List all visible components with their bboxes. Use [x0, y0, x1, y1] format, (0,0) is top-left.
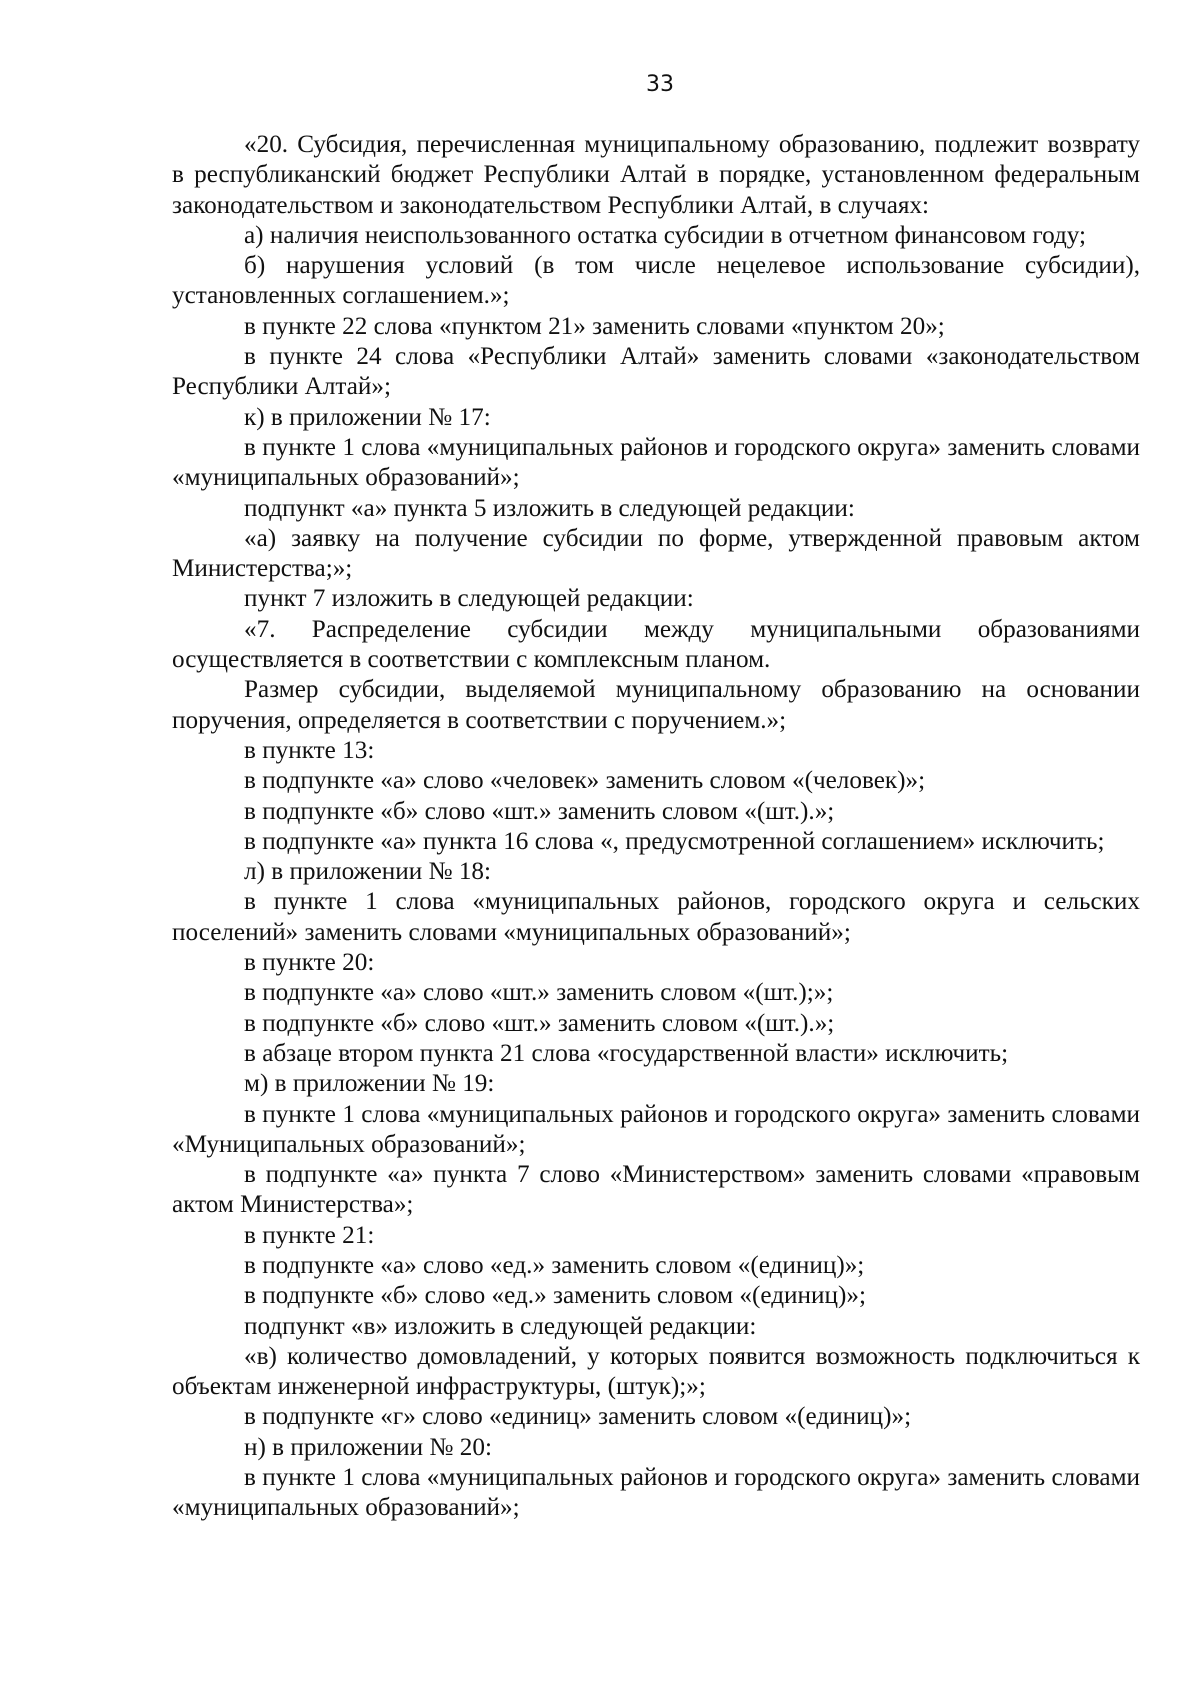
paragraph: м) в приложении № 19: — [244, 1070, 495, 1098]
paragraph: в пункте 20: — [244, 949, 375, 977]
paragraph: в подпункте «б» слово «ед.» заменить словом «(единиц)»; — [244, 1282, 866, 1310]
paragraph: в пункте 21: — [244, 1221, 375, 1249]
document-body — [172, 130, 1140, 1524]
paragraph: подпункт «в» изложить в следующей редакции: — [244, 1312, 757, 1340]
paragraph: «а) заявку на получение субсидии по форме, утвержденной правовым актом Министерства;»; — [172, 524, 1140, 583]
paragraph: в пункте 1 слова «муниципальных районов, городского округа и сельских поселений» заменить словами «муниципальных образований»; — [172, 888, 1140, 946]
paragraph: в пункте 1 слова «муниципальных районов и городского округа» заменить словами «муниципальных образований»; — [172, 433, 1140, 492]
paragraph: б) нарушения условий (в том числе нецелевое использование субсидии), установленных соглашением.»; — [172, 252, 1140, 310]
paragraph: в абзаце втором пункта 21 слова «государственной власти» исключить; — [244, 1039, 1009, 1067]
paragraph: в подпункте «б» слово «шт.» заменить словом «(шт.).»; — [244, 797, 835, 825]
paragraph: в подпункте «г» слово «единиц» заменить словом «(единиц)»; — [244, 1403, 912, 1431]
paragraph: в подпункте «а» слово «ед.» заменить словом «(единиц)»; — [244, 1251, 865, 1279]
paragraph: в пункте 22 слова «пунктом 21» заменить словами «пунктом 20»; — [244, 312, 945, 340]
page-number: 33 — [646, 72, 674, 97]
paragraph: в пункте 1 слова «муниципальных районов и городского округа» заменить словами «муниципальных образований»; — [172, 1464, 1140, 1522]
paragraph: в подпункте «а» слово «шт.» заменить словом «(шт.);»; — [244, 979, 834, 1007]
paragraph: в подпункте «а» пункта 7 слово «Министерством» заменить словами «правовым актом Министерства»; — [172, 1161, 1140, 1219]
paragraph: «7. Распределение субсидии между муниципальными образованиями осуществляется в соответствии с комплексным планом. — [172, 615, 1140, 674]
paragraph: подпункт «а» пункта 5 изложить в следующей редакции: — [244, 494, 855, 522]
paragraph: в пункте 1 слова «муниципальных районов и городского округа» заменить словами «Муниципальных образований»; — [172, 1100, 1140, 1158]
paragraph: Размер субсидии, выделяемой муниципальному образованию на основании поручения, определяется в соответствии с поручением.»; — [172, 676, 1140, 734]
paragraph: в подпункте «а» слово «человек» заменить словом «(человек)»; — [244, 767, 926, 795]
paragraph: «20. Субсидия, перечисленная муниципальному образованию, подлежит возврату в республиканский бюджет Республики Алтай в порядке, установленном федеральным законодательством и законодательством Республики Алтай, в случаях: — [172, 131, 1140, 219]
paragraph: к) в приложении № 17: — [244, 403, 491, 431]
paragraph: в пункте 13: — [244, 736, 375, 764]
paragraph: н) в приложении № 20: — [244, 1433, 492, 1461]
paragraph: в подпункте «б» слово «шт.» заменить словом «(шт.).»; — [244, 1009, 835, 1037]
paragraph: в пункте 24 слова «Республики Алтай» заменить словами «законодательством Республики Алтай»; — [172, 343, 1140, 401]
paragraph: л) в приложении № 18: — [244, 858, 492, 886]
paragraph: а) наличия неиспользованного остатка субсидии в отчетном финансовом году; — [244, 221, 1087, 249]
paragraph: пункт 7 изложить в следующей редакции: — [244, 585, 694, 613]
paragraph: в подпункте «а» пункта 16 слова «, предусмотренной соглашением» исключить; — [244, 827, 1105, 855]
paragraph: «в) количество домовладений, у которых появится возможность подключиться к объектам инженерной инфраструктуры, (штук);»; — [172, 1342, 1140, 1401]
